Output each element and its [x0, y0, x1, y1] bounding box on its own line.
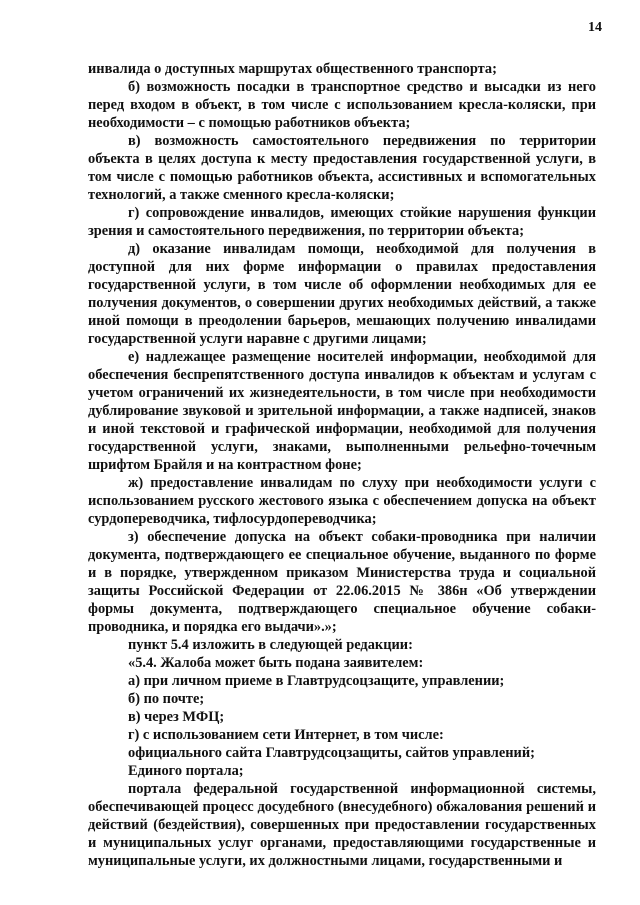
- paragraph: б) по почте;: [128, 691, 205, 707]
- paragraph: д) оказание инвалидам помощи, необходимой для получения в доступной для них форме информации о правилах предоставления государственной услуги, в том числе об оформлении необходимых для ее получения документов, о совершении других необходимых действий, а также иной помощи в преодолении барьеров, мешающих получению инвалидами государственной услуги наравне с другими лицами;: [88, 241, 596, 347]
- paragraph: з) обеспечение допуска на объект собаки-проводника при наличии документа, подтверждающего ее специальное обучение, выданного по форме и в порядке, утвержденном приказом Министерства труда и социальной защиты Российской Федерации от 22.06.2015 № 386н «Об утверждении формы документа, подтверждающего специальное обучение собаки-проводника, и порядка его выдачи».»;: [88, 529, 596, 635]
- paragraph: г) сопровождение инвалидов, имеющих стойкие нарушения функции зрения и самостоятельного передвижения, по территории объекта;: [88, 205, 596, 239]
- paragraph: Единого портала;: [128, 763, 244, 779]
- paragraph: е) надлежащее размещение носителей информации, необходимой для обеспечения беспрепятственного доступа инвалидов к объектам и услугам с учетом ограничений их жизнедеятельности, в том числе при необходимости дублирование звуковой и зрительной информации, а также надписей, знаков и иной текстовой и графической информации, необходимой для получения государственной услуги, знаками, выполненными рельефно-точечным шрифтом Брайля и на контрастном фоне;: [88, 349, 596, 473]
- paragraph: «5.4. Жалоба может быть подана заявителем:: [128, 655, 424, 671]
- paragraph: пункт 5.4 изложить в следующей редакции:: [128, 637, 413, 653]
- paragraph: г) с использованием сети Интернет, в том числе:: [128, 727, 444, 743]
- page-number: 14: [588, 20, 602, 35]
- paragraph: в) через МФЦ;: [128, 709, 225, 725]
- paragraph: б) возможность посадки в транспортное средство и высадки из него перед входом в объект, в том числе с использованием кресла-коляски, при необходимости – с помощью работников объекта;: [88, 79, 596, 131]
- paragraph: а) при личном приеме в Главтрудсоцзащите, управлении;: [128, 673, 505, 689]
- document-body: [88, 60, 596, 870]
- paragraph: инвалида о доступных маршрутах общественного транспорта;: [88, 61, 497, 77]
- paragraph: ж) предоставление инвалидам по слуху при необходимости услуги с использованием русского жестового языка с обеспечением допуска на объект сурдопереводчика, тифлосурдопереводчика;: [88, 475, 596, 527]
- paragraph: официального сайта Главтрудсоцзащиты, сайтов управлений;: [128, 745, 535, 761]
- paragraph: в) возможность самостоятельного передвижения по территории объекта в целях доступа к месту предоставления государственной услуги, в том числе с помощью работников объекта, ассистивных и вспомогательных технологий, а также сменного кресла-коляски;: [88, 133, 596, 203]
- paragraph: портала федеральной государственной информационной системы, обеспечивающей процесс досудебного (внесудебного) обжалования решений и действий (бездействия), совершенных при предоставлении государственных и муниципальных услуг органами, предоставляющими государственные и муниципальные услуги, их должностными лицами, государственными и: [88, 781, 596, 869]
